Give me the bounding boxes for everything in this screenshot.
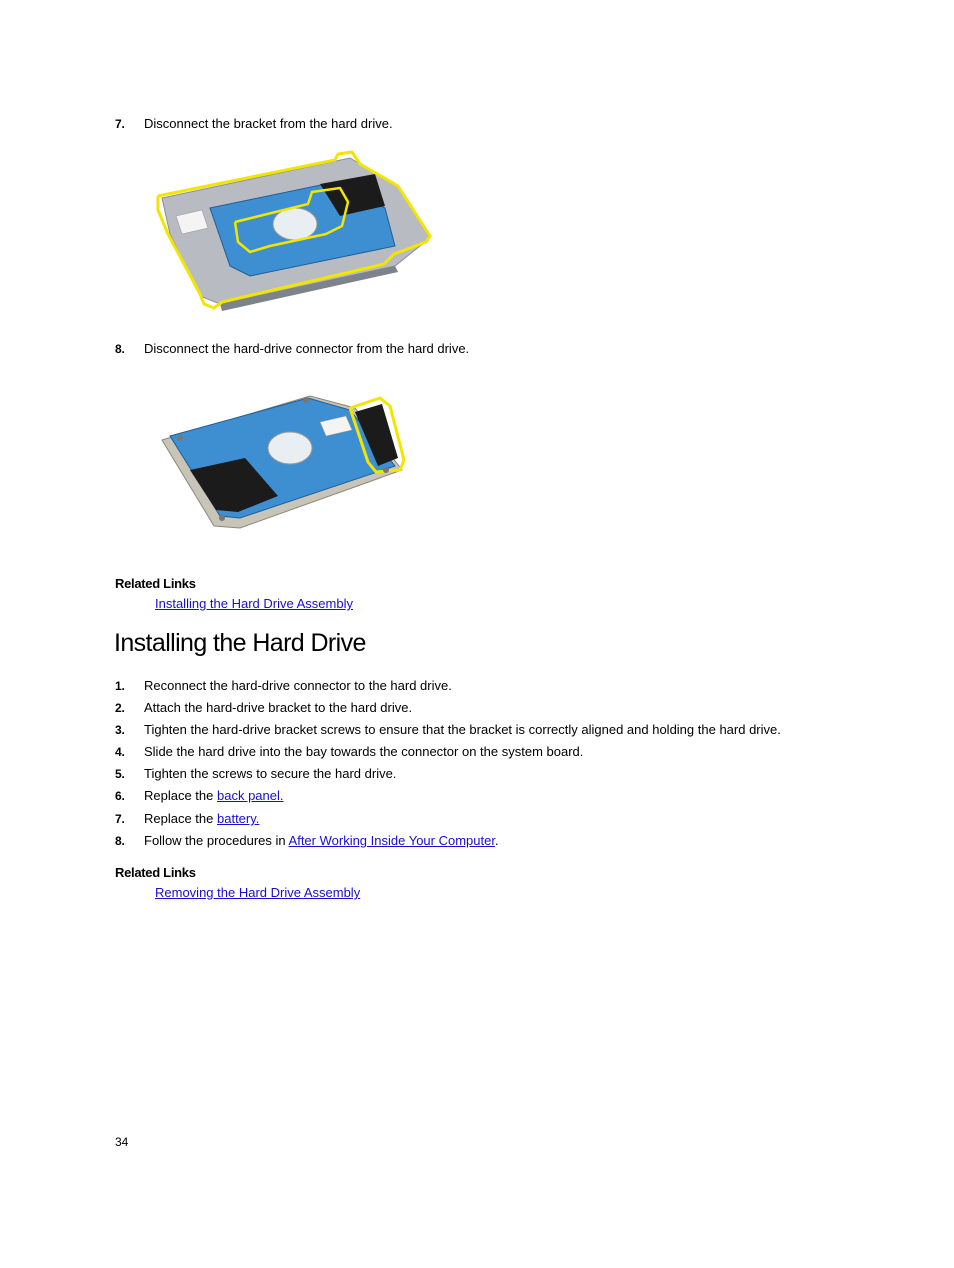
install-step-1 (0, 678, 954, 694)
step-text: Attach the hard-drive bracket to the hard drive. (144, 700, 413, 715)
step-number: 1. (115, 679, 125, 693)
after-working-inside-computer-link[interactable]: After Working Inside Your Computer (288, 833, 495, 848)
step-text: Reconnect the hard-drive connector to the hard drive. (144, 678, 452, 693)
step-text: Disconnect the bracket from the hard drive. (144, 116, 393, 131)
install-step-7 (0, 811, 954, 827)
install-step-8 (0, 833, 954, 849)
step-text (144, 833, 499, 849)
figure-hard-drive-connector (150, 378, 420, 553)
step-number: 7. (115, 812, 125, 826)
battery-link[interactable]: battery. (217, 811, 260, 826)
removing-hard-drive-assembly-link[interactable]: Removing the Hard Drive Assembly (155, 885, 361, 900)
step-text: Tighten the hard-drive bracket screws to ensure that the bracket is correctly aligned and holding the hard drive. (144, 722, 781, 737)
install-step-5 (0, 766, 954, 782)
install-step-2 (0, 700, 954, 716)
step-prefix: Follow the procedures in (144, 833, 289, 848)
step-text: Tighten the screws to secure the hard drive. (144, 766, 397, 781)
step-number: 5. (115, 767, 125, 781)
step-8-disconnect-connector (0, 341, 954, 357)
back-panel-link[interactable]: back panel. (217, 788, 284, 803)
step-number: 2. (115, 701, 125, 715)
step-number: 8. (115, 834, 125, 848)
installing-hard-drive-assembly-link[interactable]: Installing the Hard Drive Assembly (155, 596, 353, 611)
step-number: 6. (115, 789, 125, 803)
hard-drive-connector-illustration (150, 378, 420, 553)
step-number: 7. (115, 117, 125, 131)
step-number: 8. (115, 342, 125, 356)
step-number: 4. (115, 745, 125, 759)
related-link-removing-hard-drive-assembly (155, 885, 360, 900)
step-prefix: Replace the (144, 788, 217, 803)
step-text: Slide the hard drive into the bay towards the connector on the system board. (144, 744, 584, 759)
page-number: 34 (115, 1135, 129, 1149)
install-step-3 (0, 722, 954, 738)
step-7-disconnect-bracket (0, 116, 954, 132)
step-text (144, 811, 259, 827)
related-link-installing-hard-drive-assembly (155, 596, 353, 611)
figure-bracket-hard-drive (140, 146, 440, 316)
step-text: Disconnect the hard-drive connector from the hard drive. (144, 341, 470, 356)
bracket-hard-drive-illustration (140, 146, 440, 316)
step-suffix: . (494, 833, 499, 848)
step-number: 3. (115, 723, 125, 737)
install-step-6 (0, 788, 954, 804)
section-title: Installing the Hard Drive (114, 629, 366, 657)
step-prefix: Replace the (144, 811, 217, 826)
install-step-4 (0, 744, 954, 760)
related-links-heading: Related Links (115, 576, 196, 591)
related-links-heading: Related Links (115, 865, 196, 880)
step-text (144, 788, 284, 804)
